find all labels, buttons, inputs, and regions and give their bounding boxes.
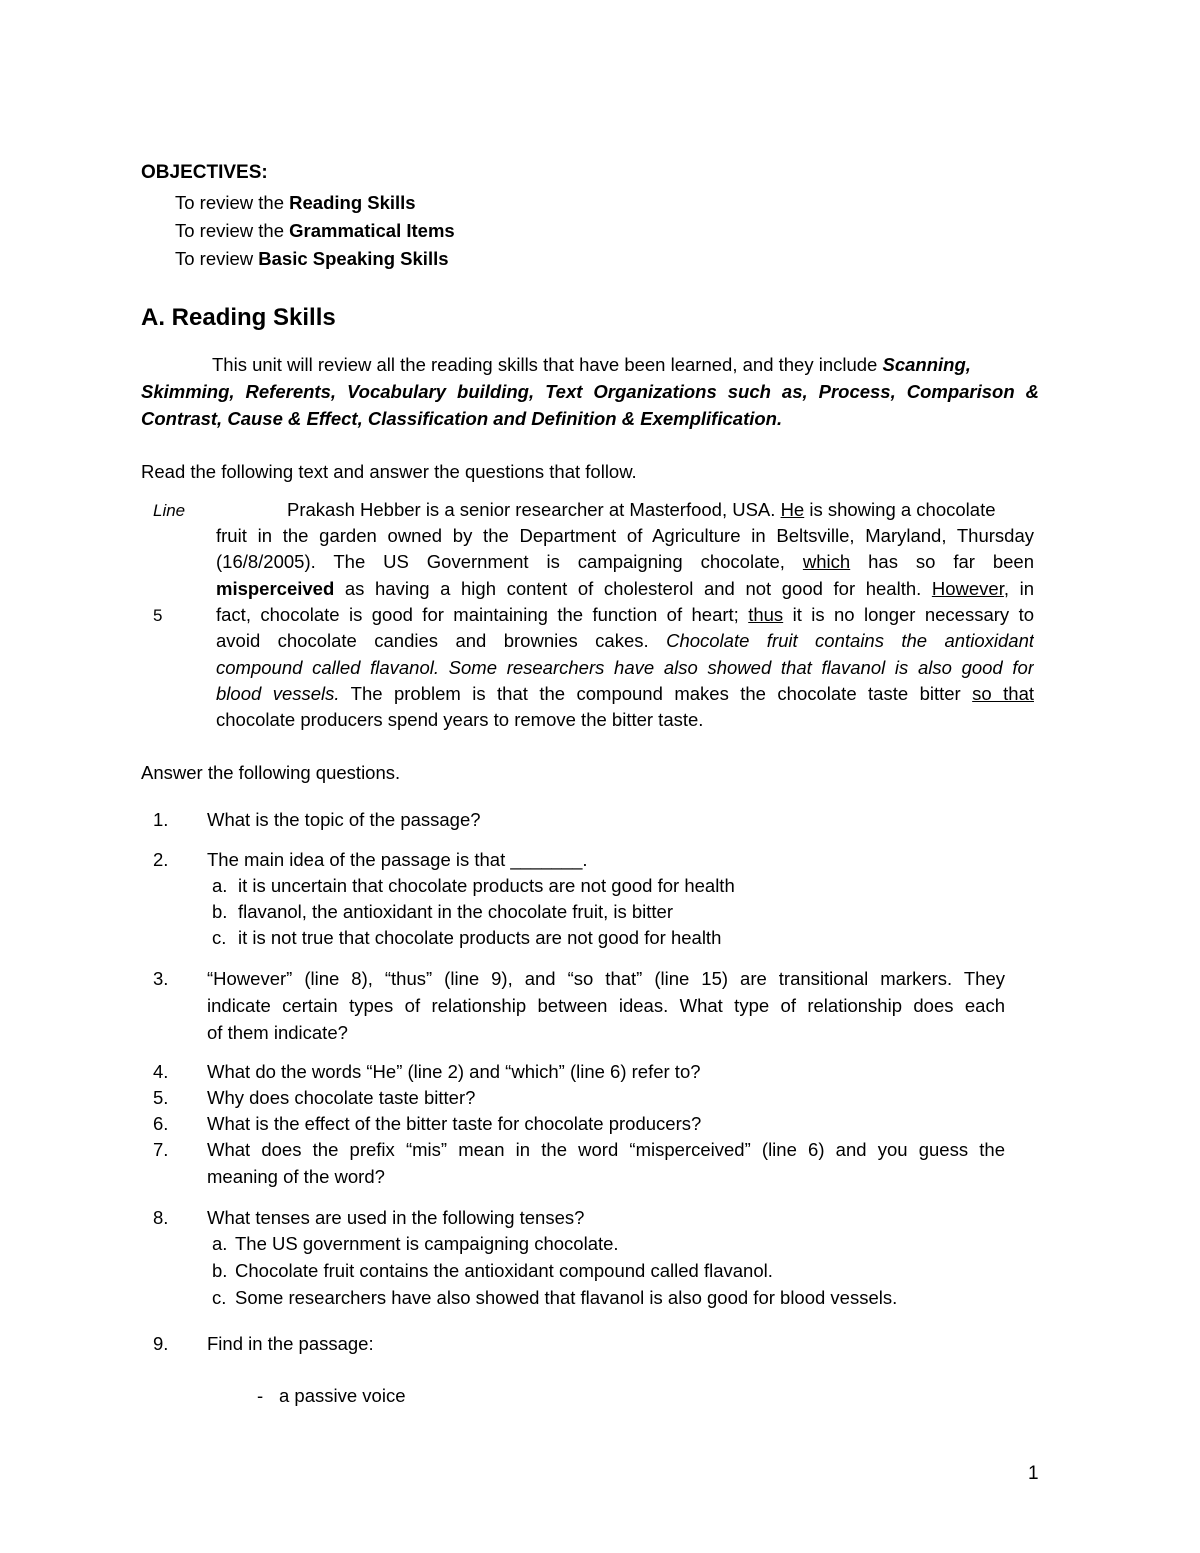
question-number: 8. <box>153 1207 169 1228</box>
italic-text: Chocolate fruit contains the antioxidant <box>666 630 1034 651</box>
passage-text: avoid chocolate candies and brownies cakes. <box>216 630 667 651</box>
passage-text: it is no longer necessary to <box>783 604 1034 625</box>
passage-text: Prakash Hebber is a senior researcher at Masterfood, USA. <box>287 499 781 520</box>
question-text <box>207 1137 1005 1163</box>
option-text: flavanol, the antioxidant in the chocolate fruit, is bitter <box>238 901 674 922</box>
passage-text: as having a high content of cholesterol and not good for health. <box>334 578 932 599</box>
question-text: The main idea of the passage is that _______. <box>207 849 588 870</box>
answer-option <box>212 925 226 951</box>
bullet-dash: - <box>257 1385 264 1406</box>
option-label: a. <box>212 875 228 896</box>
question-number: 4. <box>153 1061 169 1082</box>
objectives-heading: OBJECTIVES: <box>141 162 268 183</box>
objective-item <box>175 246 449 272</box>
option-label: c. <box>212 1287 227 1308</box>
passage-line <box>216 681 1034 707</box>
passage-text: fact, chocolate is good for maintaining the function of heart; <box>216 604 749 625</box>
passage-line <box>287 497 996 523</box>
underlined-word: He <box>780 499 805 520</box>
line-number-5: 5 <box>153 606 163 625</box>
intro-skill: Scanning, <box>882 354 971 375</box>
intro-skills: Skimming, Referents, Vocabulary building, Text Organizations such as, Process, Comparison & <box>141 381 1039 402</box>
objective-prefix: To review the <box>175 192 290 213</box>
underlined-word: thus <box>748 604 784 625</box>
passage-line <box>216 655 1034 681</box>
option-text: it is not true that chocolate products are not good for health <box>238 927 722 948</box>
option-label: a. <box>212 1233 228 1254</box>
passage-line <box>216 628 1034 654</box>
passage-line <box>216 602 1034 628</box>
bold-word: misperceived <box>216 578 335 599</box>
answer-option <box>212 899 227 925</box>
section-a-heading: A. Reading Skills <box>141 304 336 331</box>
passage-text: is showing a chocolate <box>804 499 996 520</box>
question-line: What does the prefix “mis” mean in the word “misperceived” (line 6) and you guess the <box>207 1139 1005 1160</box>
intro-line-3 <box>141 406 782 432</box>
bullet-text: a passive voice <box>279 1385 406 1406</box>
option-label: b. <box>212 901 228 922</box>
question-text: meaning of the word? <box>207 1166 385 1187</box>
objective-item <box>175 218 455 244</box>
objective-bold: Grammatical Items <box>289 220 455 241</box>
answer-option <box>212 873 227 899</box>
option-text: Some researchers have also showed that flavanol is also good for blood vessels. <box>235 1287 898 1308</box>
passage-text: , in <box>1003 578 1034 599</box>
question-text: Find in the passage: <box>207 1333 374 1354</box>
line-label: Line <box>153 501 186 520</box>
underlined-word: However <box>931 578 1004 599</box>
question-text: What do the words “He” (line 2) and “which” (line 6) refer to? <box>207 1061 701 1082</box>
question-number: 1. <box>153 809 169 830</box>
passage-text: (16/8/2005). The US Government is campaigning chocolate, <box>216 551 803 572</box>
option-label: c. <box>212 927 227 948</box>
question-text <box>207 993 1005 1019</box>
question-text: of them indicate? <box>207 1022 348 1043</box>
italic-text: compound called flavanol. Some researchers have also showed that flavanol is also good for <box>216 657 1034 678</box>
objective-bold: Basic Speaking Skills <box>258 248 449 269</box>
intro-skills-end: Contrast, Cause & Effect, Classification and Definition & Exemplification. <box>141 408 783 429</box>
question-number: 6. <box>153 1113 169 1134</box>
option-text: The US government is campaigning chocolate. <box>235 1233 619 1254</box>
option-text: it is uncertain that chocolate products are not good for health <box>238 875 735 896</box>
instruction-text: Read the following text and answer the questions that follow. <box>141 461 637 482</box>
question-number: 7. <box>153 1139 169 1160</box>
underlined-word: so that <box>972 683 1034 704</box>
passage-line <box>216 707 703 733</box>
passage-text: fruit in the garden owned by the Department of Agriculture in Beltsville, Maryland, Thursday <box>216 525 1034 546</box>
question-number: 5. <box>153 1087 169 1108</box>
question-number: 3. <box>153 968 169 989</box>
passage-text: chocolate producers spend years to remove the bitter taste. <box>216 709 704 730</box>
passage-line <box>216 549 1034 575</box>
option-label: b. <box>212 1260 228 1281</box>
question-text: What is the effect of the bitter taste for chocolate producers? <box>207 1113 702 1134</box>
question-line: “However” (line 8), “thus” (line 9), and “so that” (line 15) are transitional markers. They <box>207 968 1005 989</box>
question-text: What is the topic of the passage? <box>207 809 481 830</box>
passage-line <box>216 523 1034 549</box>
question-number: 2. <box>153 849 169 870</box>
underlined-word: which <box>802 551 851 572</box>
intro-line-2 <box>141 379 1039 405</box>
passage-text: has so far been <box>850 551 1034 572</box>
objective-prefix: To review the <box>175 220 290 241</box>
question-text: Why does chocolate taste bitter? <box>207 1087 476 1108</box>
option-text: Chocolate fruit contains the antioxidant compound called flavanol. <box>235 1260 773 1281</box>
question-number: 9. <box>153 1333 169 1354</box>
question-text <box>207 966 1005 992</box>
objective-item <box>175 190 416 216</box>
intro-text: This unit will review all the reading skills that have been learned, and they include <box>212 354 883 375</box>
answer-intro: Answer the following questions. <box>141 762 401 783</box>
passage-text: The problem is that the compound makes the chocolate taste bitter <box>339 683 973 704</box>
question-line: indicate certain types of relationship between ideas. What type of relationship does each <box>207 995 1005 1016</box>
objective-prefix: To review <box>175 248 259 269</box>
passage-line <box>216 576 1034 602</box>
intro-line-1 <box>212 352 971 378</box>
page-number: 1 <box>1028 1463 1039 1484</box>
question-text: What tenses are used in the following tenses? <box>207 1207 585 1228</box>
italic-text: blood vessels. <box>216 683 340 704</box>
objective-bold: Reading Skills <box>289 192 416 213</box>
